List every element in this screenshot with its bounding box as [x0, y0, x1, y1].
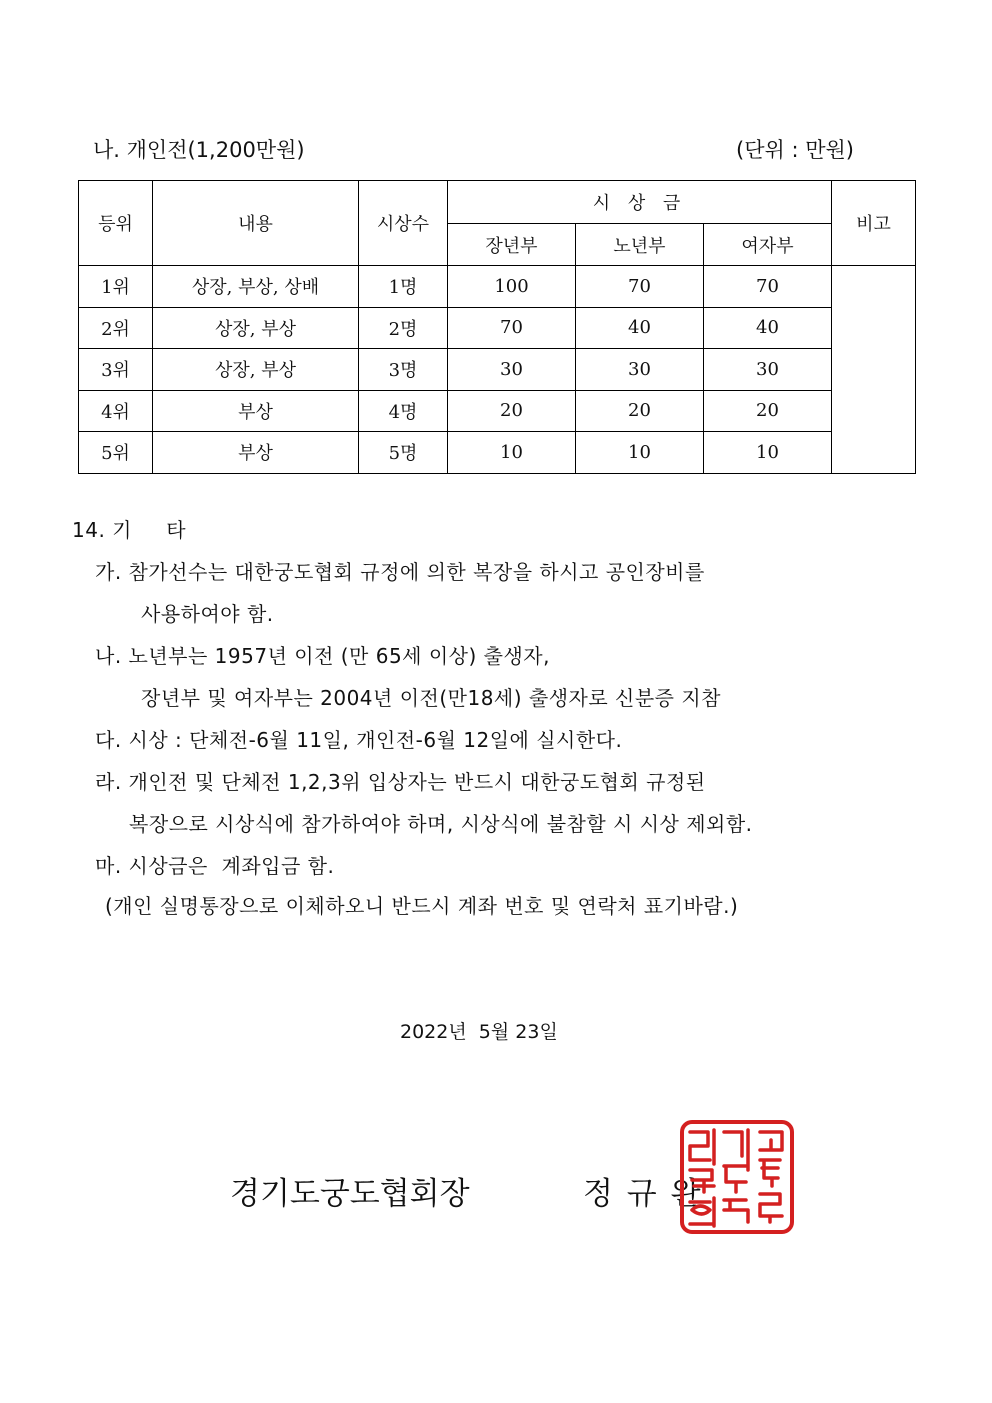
etc-line: 가. 참가선수는 대한궁도협회 규정에 의한 복장을 하시고 공인장비를 — [95, 560, 705, 584]
cell-senior: 70 — [448, 307, 576, 349]
cell-rank: 2위 — [79, 307, 153, 349]
cell-women: 10 — [704, 432, 832, 474]
etc-line: 나. 노년부는 1957년 이전 (만 65세 이상) 출생자, — [95, 644, 550, 668]
cell-rank: 1위 — [79, 266, 153, 308]
cell-women: 20 — [704, 390, 832, 432]
cell-senior: 100 — [448, 266, 576, 308]
etc-line: 사용하여야 함. — [141, 602, 274, 626]
table-row — [79, 432, 916, 474]
cell-content: 상장, 부상 — [153, 307, 359, 349]
cell-women: 40 — [704, 307, 832, 349]
cell-elder: 70 — [576, 266, 704, 308]
signer-title: 경기도궁도협회장 — [230, 1176, 470, 1212]
cell-content: 상장, 부상, 상배 — [153, 266, 359, 308]
cell-rank: 3위 — [79, 349, 153, 391]
cell-count: 1명 — [359, 266, 448, 308]
cell-elder: 20 — [576, 390, 704, 432]
cell-elder: 10 — [576, 432, 704, 474]
cell-count: 2명 — [359, 307, 448, 349]
cell-count: 3명 — [359, 349, 448, 391]
signer-name: 정 규 완 — [583, 1176, 703, 1212]
document-date: 2022년 5월 23일 — [400, 1021, 558, 1043]
section-title: 나. 개인전(1,200만원) — [93, 138, 305, 162]
header-prize: 시 상 금 — [448, 181, 832, 224]
header-rank: 등위 — [79, 181, 153, 266]
cell-rank: 5위 — [79, 432, 153, 474]
etc-title: 14. 기 타 — [72, 518, 187, 542]
cell-senior: 10 — [448, 432, 576, 474]
unit-note: (단위 : 만원) — [736, 138, 854, 162]
etc-line: 다. 시상 : 단체전-6월 11일, 개인전-6월 12일에 실시한다. — [95, 728, 623, 752]
etc-line: (개인 실명통장으로 이체하오니 반드시 계좌 번호 및 연락처 표기바람.) — [105, 894, 739, 918]
table-row — [79, 307, 916, 349]
cell-women: 70 — [704, 266, 832, 308]
header-women: 여자부 — [704, 224, 832, 266]
cell-count: 5명 — [359, 432, 448, 474]
table-row — [79, 390, 916, 432]
etc-line: 마. 시상금은 계좌입금 함. — [95, 854, 335, 878]
header-remark: 비고 — [832, 181, 916, 266]
cell-content: 상장, 부상 — [153, 349, 359, 391]
cell-count: 4명 — [359, 390, 448, 432]
cell-women: 30 — [704, 349, 832, 391]
cell-content: 부상 — [153, 390, 359, 432]
header-count: 시상수 — [359, 181, 448, 266]
header-senior: 장년부 — [448, 224, 576, 266]
cell-elder: 40 — [576, 307, 704, 349]
cell-elder: 30 — [576, 349, 704, 391]
cell-remark — [832, 266, 916, 474]
header-content: 내용 — [153, 181, 359, 266]
table-row — [79, 266, 916, 308]
etc-line: 복장으로 시상식에 참가하여야 하며, 시상식에 불참할 시 시상 제외함. — [129, 812, 753, 836]
cell-rank: 4위 — [79, 390, 153, 432]
cell-senior: 30 — [448, 349, 576, 391]
cell-senior: 20 — [448, 390, 576, 432]
cell-content: 부상 — [153, 432, 359, 474]
prize-table — [78, 180, 916, 474]
header-elder: 노년부 — [576, 224, 704, 266]
etc-line: 장년부 및 여자부는 2004년 이전(만18세) 출생자로 신분증 지참 — [141, 686, 721, 710]
table-row — [79, 349, 916, 391]
etc-line: 라. 개인전 및 단체전 1,2,3위 입상자는 반드시 대한궁도협회 규정된 — [95, 770, 706, 794]
official-seal-icon — [680, 1120, 794, 1234]
